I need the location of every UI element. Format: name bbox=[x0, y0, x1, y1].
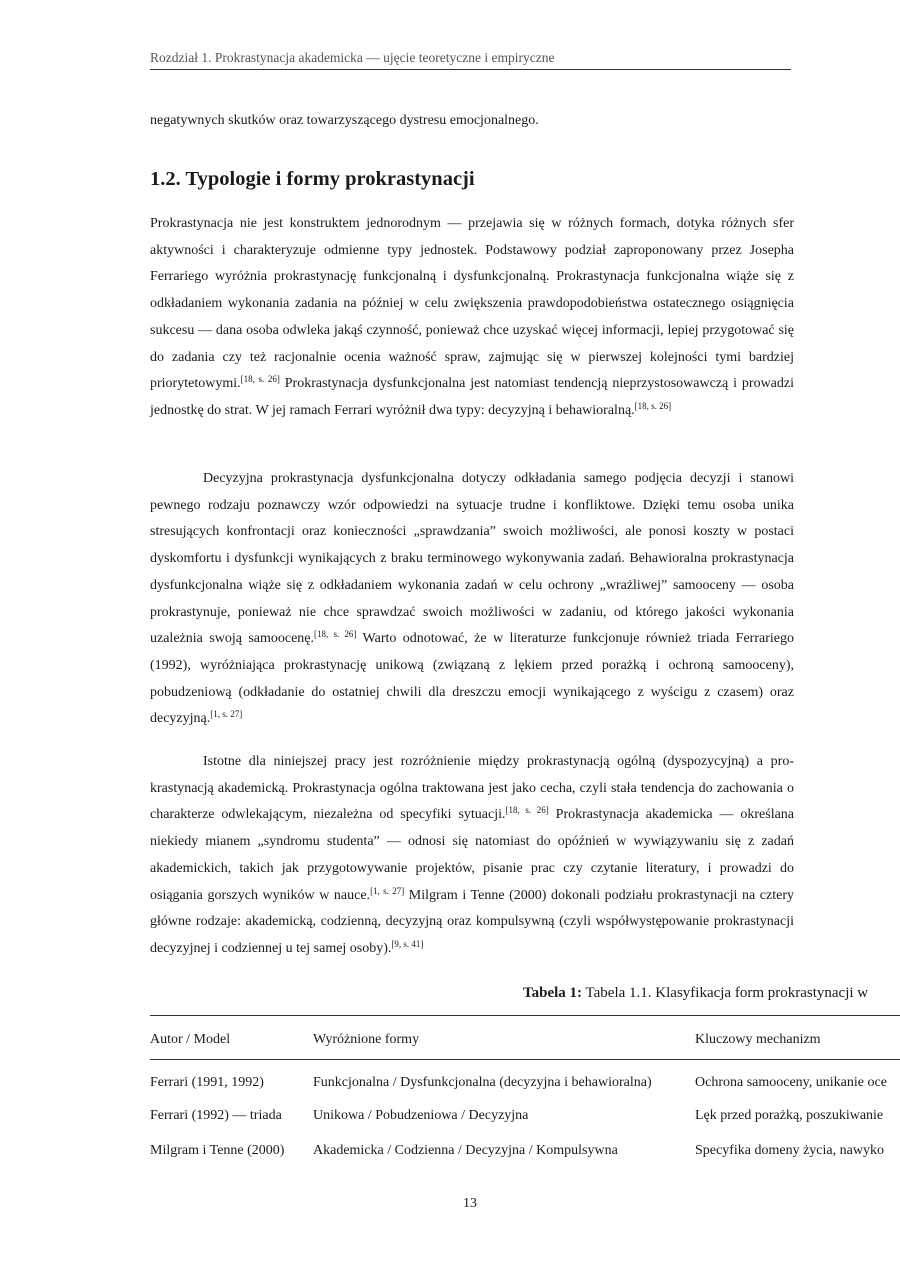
table-caption-text: Tabela 1.1. Klasyfikacja form prokrastynacji w bbox=[582, 985, 869, 1001]
table-header-author: Autor / Model bbox=[150, 1032, 231, 1047]
running-header bbox=[150, 50, 791, 70]
table-caption-label: Tabela 1: bbox=[523, 985, 583, 1001]
citation: [1, s. 27] bbox=[370, 885, 405, 896]
page-number: 13 bbox=[463, 1196, 477, 1211]
section-title: 1.2. Typologie i formy prokrastynacji bbox=[150, 168, 475, 190]
paragraph-2 bbox=[150, 466, 794, 733]
table-cell: Akademicka / Codzienna / Decyzyjna / Kompulsywna bbox=[313, 1143, 618, 1158]
paragraph-2-text-a: Decyzyjna prokrastynacja dysfunkcjonalna dotyczy odkładania samego podjęcia decyzji i stanowi pewnego rodzaju poznawczy wzór odpowiedzi na sytuacje trudne i konfliktowe. Dzięki temu osoba unika stresujących konfrontacji oraz konieczności „sprawdzania” swoich możliwości, ale ponosi koszty w postaci dyskomfortu i dysfunkcji wynikających z braku terminowego wykonywania zadań. Behawioralna prokrastynacja dysfunkcjonalna wiąże się z odkładaniem wykonania zadań w celu ochrony „wrażliwej” samooceny — osoba prokrastynuje, ponieważ nie chce sprawdzać swoich możliwości w zadaniu, od którego jakości wykonania uzależnia swoją samoocenę. bbox=[150, 471, 794, 647]
table-top-rule bbox=[150, 1015, 900, 1016]
citation: [1, s. 27] bbox=[210, 709, 243, 720]
paragraph-1-text-a: Prokrastynacja nie jest konstruktem jednorodnym — przejawia się w różnych formach, dotyka różnych sfer aktywności i charakteryzuje odmienne typy jednostek. Podstawowy podział zaproponowany przez Josepha Ferrariego wyróżnia prokrastynację funkcjonalną i dysfunkcjonalną. Prokrastynacja funkcjonalna wiąże się z odkładaniem wykonania zadania na później w celu zwiększenia prawdopodobieństwa ostatecznego osiągnięcia sukcesu — dana osoba odwleka jakąś czynność, ponieważ chce uzyskać więcej informacji, lepiej przygotować się do zadania czy też racjonalnie ocenia ważność spraw, zajmując się w pierwszej kolejności tymi bardziej priorytetowymi. bbox=[150, 216, 794, 392]
table-cell: Ferrari (1991, 1992) bbox=[150, 1075, 264, 1090]
running-header-title: Rozdział 1. Prokrastynacja akademicka — ujęcie teoretyczne i empiryczne bbox=[150, 50, 555, 65]
table-header-mechanism: Kluczowy mechanizm bbox=[695, 1032, 821, 1047]
citation: [9, s. 41] bbox=[391, 938, 424, 949]
table-cell: Unikowa / Pobudzeniowa / Decyzyjna bbox=[313, 1108, 529, 1123]
table-header-rule bbox=[150, 1059, 900, 1060]
citation: [18, s. 26] bbox=[634, 400, 672, 411]
table-cell: Specyfika domeny życia, nawyko bbox=[695, 1143, 884, 1158]
table-cell: Ferrari (1992) — triada bbox=[150, 1108, 282, 1123]
intro-line: negatywnych skutków oraz towarzyszącego dystresu emocjonalnego. bbox=[150, 113, 539, 128]
paragraph-2-text-b: Warto odnotować, że w literaturze funkcjonuje również triada Ferrariego (1992), wyróżniająca prokrastynację unikową (związaną z lękiem przed porażką i ochroną samooceny), pobudzeniową (odkładanie do ostatniej chwili dla dreszczu emocji wynikającego z wyścigu z czasem) oraz decyzyjną. bbox=[150, 631, 794, 727]
citation: [18, s. 26] bbox=[505, 805, 549, 816]
table-header-forms: Wyróżnione formy bbox=[313, 1032, 420, 1047]
table-cell: Lęk przed porażką, poszukiwanie bbox=[695, 1108, 884, 1123]
citation: [18, s. 26] bbox=[240, 374, 280, 385]
table-cell: Ochrona samooceny, unikanie oce bbox=[695, 1075, 887, 1090]
table-cell: Milgram i Tenne (2000) bbox=[150, 1143, 285, 1158]
paragraph-3-text-b: Prokrastynacja akademicka — określana niekiedy mianem „syndromu studenta” — odnosi się natomiast do opóźnień w wywiązywaniu się z zadań akademickich, takich jak przygotowywanie projektów, pisanie prac czy czytanie literatury, i prowadzi do osiągania gorszych wyników w nauce. bbox=[150, 807, 795, 903]
paragraph-1 bbox=[150, 211, 794, 425]
paragraph-3-text-a: Istotne dla niniejszej pracy jest rozróżnienie między prokrastynacją ogólną (dyspozycyjną) a prokrastynacją akademicką. Prokrastynacja ogólna traktowana jest jako cecha, czyli stała tendencja do zachowania o charakterze odwlekającym, niezależna od specyfiki sytuacji. bbox=[150, 754, 794, 823]
paragraph-3 bbox=[150, 749, 794, 963]
table-cell: Funkcjonalna / Dysfunkcjonalna (decyzyjna i behawioralna) bbox=[313, 1075, 652, 1090]
paragraph-3-text-c: Milgram i Tenne (2000) dokonali podziału prokrastynacji na cztery główne rodzaje: akademicką, codzienną, decyzyjną oraz kompulsywną (czyli współwystępowanie prokrastynacji decyzyjnej i codziennej u tej samej osoby). bbox=[150, 887, 794, 956]
citation: [18, s. 26] bbox=[314, 629, 357, 640]
table-caption bbox=[523, 985, 868, 1002]
paragraph-1-text-b: Prokrastynacja dysfunkcjonalna jest natomiast tendencją nieprzystosowawczą i prowadzi jednostkę do strat. W jej ramach Ferrari wyróżnił dwa typy: decyzyjną i behawioralną. bbox=[150, 376, 794, 418]
